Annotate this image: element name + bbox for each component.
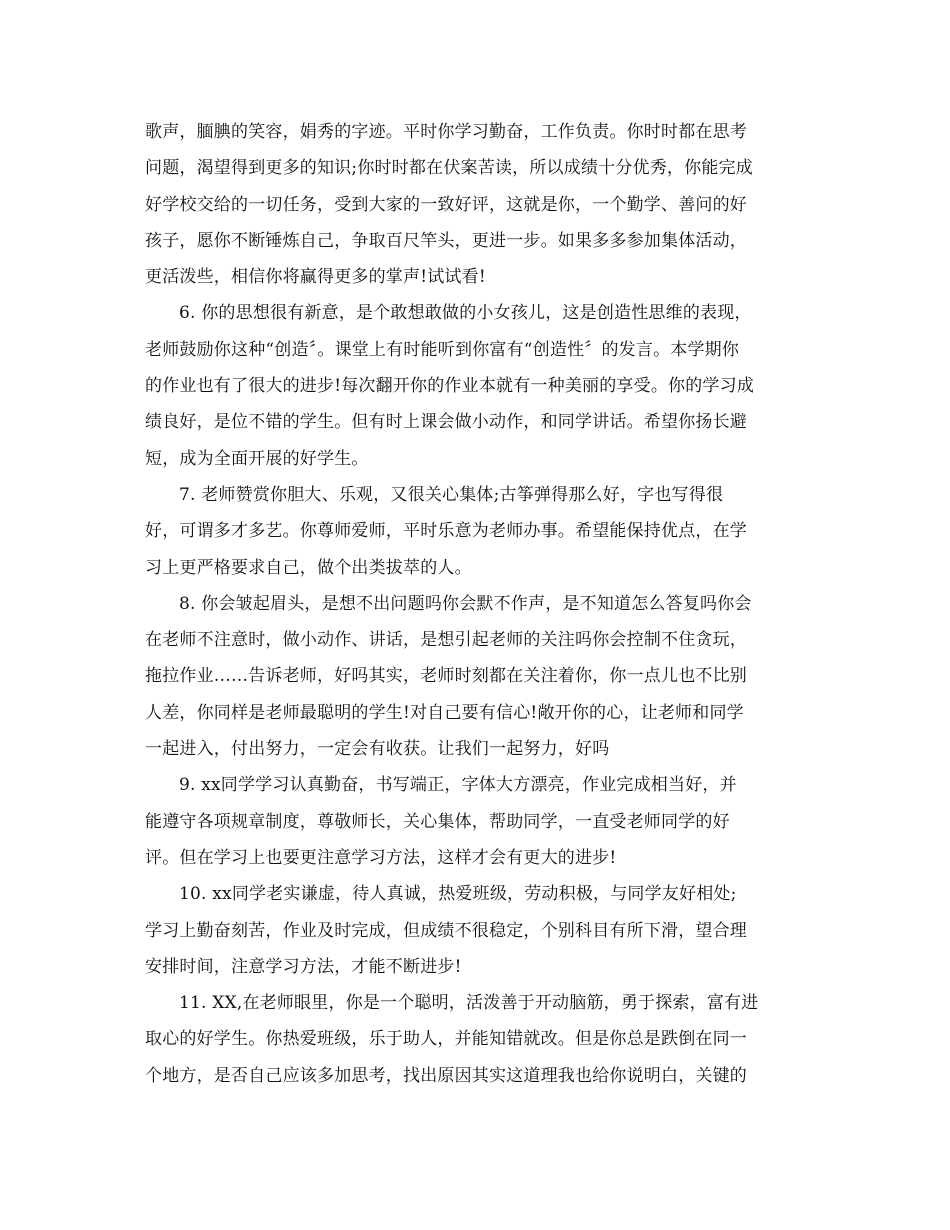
text-line: 个地方，是否自己应该多加思考，找出原因其实这道理我也给你说明白，关键的 xyxy=(145,1065,747,1086)
text-line: 短，成为全面开展的好学生。 xyxy=(145,448,369,469)
text-line: 安排时间，注意学习方法，才能不断进步! xyxy=(145,956,462,977)
text-line: 11. XX,在老师眼里，你是一个聪明，活泼善于开动脑筋，勇于探索，富有进 xyxy=(179,993,759,1014)
text-line: 人差，你同样是老师最聪明的学生!对自己要有信心!敞开你的心，让老师和同学 xyxy=(145,702,744,723)
text-line: 7. 老师赞赏你胆大、乐观，又很关心集体;古筝弹得那么好，字也写得很 xyxy=(179,484,724,505)
text-line: 习上更严格要求自己，做个出类拔萃的人。 xyxy=(145,557,472,578)
text-line: 10. xx同学老实谦虚，待人真诚，热爱班级，劳动积极，与同学友好相处; xyxy=(179,884,737,905)
text-line: 拖拉作业……告诉老师，好吗其实，老师时刻都在关注着你，你一点儿也不比别 xyxy=(145,666,747,687)
paragraph-9 xyxy=(145,767,825,876)
text-line: 8. 你会皱起眉头，是想不出问题吗你会默不作声，是不知道怎么答复吗你会 xyxy=(179,593,752,614)
text-line: 绩良好，是位不错的学生。但有时上课会做小动作，和同学讲话。希望你扬长避 xyxy=(145,412,747,433)
text-line: 9. xx同学学习认真勤奋，书写端正，字体大方漂亮，作业完成相当好，并 xyxy=(179,775,737,796)
document-body xyxy=(145,114,825,1094)
text-line: 能遵守各项规章制度，尊敬师长，关心集体，帮助同学，一直受老师同学的好 xyxy=(145,811,730,832)
paragraph-6 xyxy=(145,295,825,476)
text-line: 老师鼓励你这种“创造〞。课堂上有时能听到你富有“创造性〞的发言。本学期你 xyxy=(145,339,740,360)
text-line: 问题，渴望得到更多的知识;你时时都在伏案苦读，所以成绩十分优秀，你能完成 xyxy=(145,158,753,179)
text-line: 取心的好学生。你热爱班级，乐于助人，并能知错就改。但是你总是跌倒在同一 xyxy=(145,1029,747,1050)
text-line: 评。但在学习上也要更注意学习方法，这样才会有更大的进步! xyxy=(145,847,617,868)
paragraph-10 xyxy=(145,876,825,985)
text-line: 孩子，愿你不断锤炼自己，争取百尺竿头，更进一步。如果多多参加集体活动， xyxy=(145,230,747,251)
text-line: 6. 你的思想很有新意，是个敢想敢做的小女孩儿，这是创造性思维的表现， xyxy=(179,303,752,324)
text-line: 学习上勤奋刻苦，作业及时完成，但成绩不很稳定，个别科目有所下滑，望合理 xyxy=(145,920,747,941)
text-line: 一起进入，付出努力，一定会有收获。让我们一起努力，好吗 xyxy=(145,739,610,760)
text-line: 好学校交给的一切任务，受到大家的一致好评，这就是你，一个勤学、善问的好 xyxy=(145,194,747,215)
text-line: 歌声，腼腆的笑容，娟秀的字迹。平时你学习勤奋，工作负责。你时时都在思考 xyxy=(145,122,747,142)
text-line: 在老师不注意时，做小动作、讲话，是想引起老师的关注吗你会控制不住贪玩， xyxy=(145,630,747,651)
paragraph-11 xyxy=(145,985,825,1094)
paragraph-8 xyxy=(145,586,825,767)
text-line: 更活泼些，相信你将赢得更多的掌声!试试看! xyxy=(145,267,486,288)
text-line: 好，可谓多才多艺。你尊师爱师，平时乐意为老师办事。希望能保持优点，在学 xyxy=(145,521,747,542)
text-line: 的作业也有了很大的进步!每次翻开你的作业本就有一种美丽的享受。你的学习成 xyxy=(145,376,755,397)
paragraph-7 xyxy=(145,477,825,586)
paragraph-continued xyxy=(145,114,825,295)
